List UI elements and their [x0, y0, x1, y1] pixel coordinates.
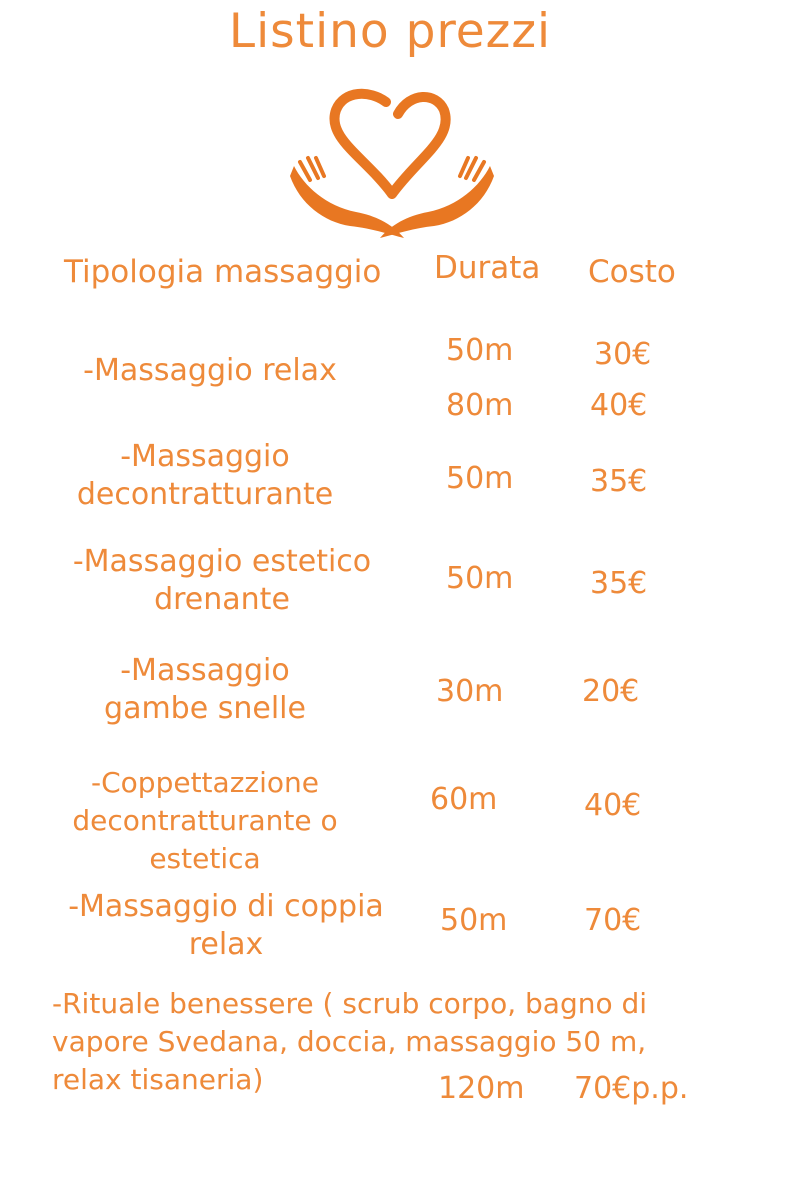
service-cost: 35€ — [590, 566, 648, 601]
heart-hands-icon — [286, 88, 498, 240]
service-duration: 30m — [436, 674, 504, 709]
ritual-description — [52, 985, 647, 1099]
service-line: decontratturante — [76, 477, 334, 512]
service-duration: 50m — [440, 903, 508, 938]
service-name-coppia-relax — [54, 888, 398, 964]
service-duration: 60m — [430, 782, 498, 817]
service-duration: 50m — [446, 333, 514, 368]
ritual-line: vapore Svedana, doccia, massaggio 50 m, — [52, 1025, 647, 1058]
service-line: gambe snelle — [104, 691, 306, 726]
service-line: relax — [188, 927, 264, 962]
service-line: estetica — [149, 842, 261, 875]
ritual-line: -Rituale benessere ( scrub corpo, bagno di — [52, 987, 648, 1020]
service-line: -Massaggio di coppia — [68, 889, 384, 924]
service-name-estetico-drenante — [50, 543, 394, 619]
service-cost: 40€ — [590, 388, 648, 423]
service-line: -Massaggio estetico — [72, 544, 372, 579]
ritual-duration: 120m — [438, 1071, 525, 1106]
service-name-coppettazzione — [50, 764, 360, 878]
ritual-line: relax tisaneria) — [52, 1063, 264, 1096]
service-duration: 50m — [446, 461, 514, 496]
service-cost: 70€ — [584, 903, 642, 938]
service-name-relax — [60, 352, 360, 390]
service-line: -Massaggio — [120, 439, 290, 474]
service-line: decontratturante o — [72, 804, 338, 837]
service-cost: 20€ — [582, 674, 640, 709]
service-cost: 40€ — [584, 788, 642, 823]
page-title: Listino prezzi — [228, 4, 552, 59]
column-header-type: Tipologia massaggio — [64, 254, 382, 290]
service-duration: 50m — [446, 561, 514, 596]
column-header-duration: Durata — [434, 250, 541, 286]
column-header-cost: Costo — [588, 254, 676, 290]
ritual-cost: 70€p.p. — [574, 1071, 689, 1106]
service-line: drenante — [154, 582, 290, 617]
service-line: -Coppettazzione — [91, 766, 319, 799]
service-cost: 30€ — [594, 337, 652, 372]
service-name-decontratturante — [50, 438, 360, 514]
service-line: -Massaggio — [120, 653, 290, 688]
service-duration: 80m — [446, 388, 514, 423]
service-line: -Massaggio relax — [83, 353, 337, 388]
service-name-gambe-snelle — [50, 652, 360, 728]
service-cost: 35€ — [590, 464, 648, 499]
